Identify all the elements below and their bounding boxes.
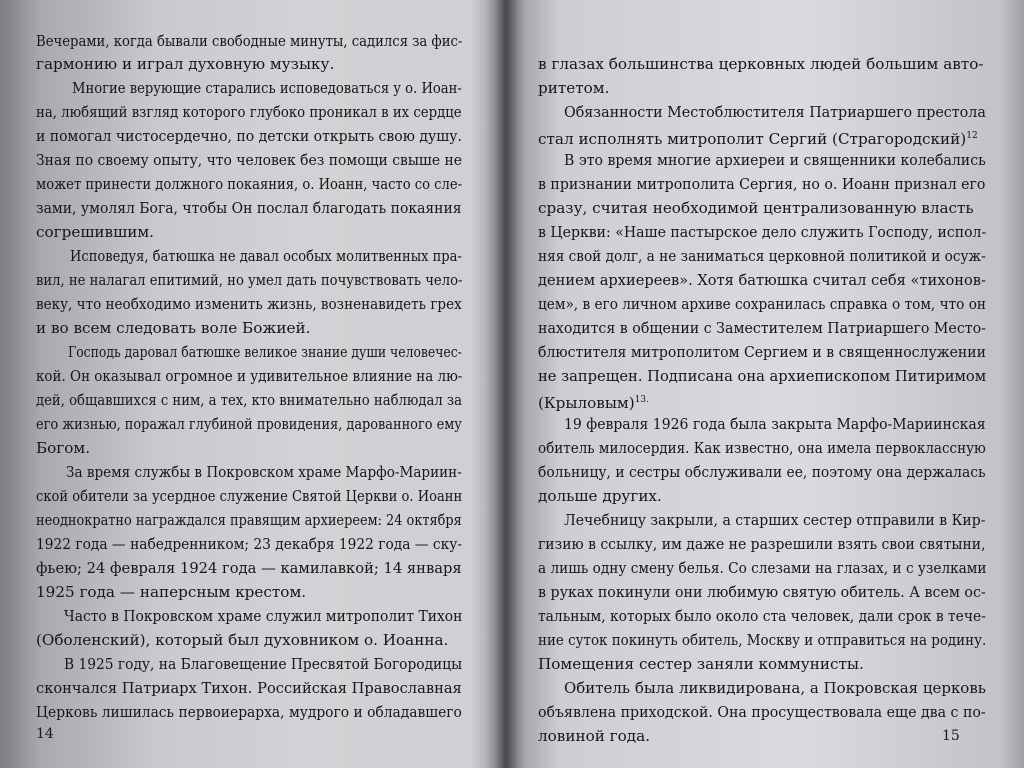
text-line — [36, 174, 462, 196]
line-text: не запрещен. Подписана она архиепископом Питиримом — [538, 367, 987, 385]
text-line — [564, 102, 986, 124]
line-text: Господь даровал батюшке великое знание души человечес- — [68, 343, 462, 361]
text-line — [36, 582, 306, 604]
line-text: Многие верующие старались исповедоваться у о. Иоан- — [72, 79, 462, 97]
line-text: неоднократно награждался правящим архиереем: 24 октября — [36, 511, 462, 529]
text-line — [538, 222, 986, 244]
text-line — [538, 534, 986, 556]
line-text: веку, что необходимо изменить жизнь, возненавидеть грех — [36, 295, 462, 313]
line-text: в руках покинули они любимую святую обитель. А всем ос- — [538, 583, 986, 601]
line-text: кой. Он оказывал огромное и удивительное влияние на лю- — [36, 367, 463, 385]
text-line — [538, 486, 662, 508]
text-line — [36, 534, 462, 556]
line-text: тальным, которых было около ста человек, дали срок в тече- — [538, 607, 986, 625]
text-line — [36, 414, 462, 436]
text-line — [36, 366, 462, 388]
text-line — [538, 318, 986, 340]
text-line — [36, 270, 462, 292]
text-line — [36, 438, 90, 460]
line-text: обитель милосердия. Как известно, она имела первоклассную — [538, 439, 986, 457]
text-line — [72, 78, 462, 100]
text-line — [36, 294, 462, 316]
text-line — [36, 198, 462, 220]
line-text: вил, не налагал епитимий, но умел дать почувствовать чело- — [36, 271, 463, 289]
text-line — [538, 702, 986, 724]
line-text: (Оболенский), который был духовником о. Иоанна. — [36, 631, 449, 649]
page-number-left — [36, 726, 54, 742]
line-text: и помогал чистосердечно, по детски открыть свою душу. — [36, 127, 462, 145]
text-line — [538, 558, 986, 580]
text-line — [538, 582, 986, 604]
text-line — [538, 462, 986, 484]
text-line — [538, 78, 609, 100]
text-line — [538, 126, 978, 148]
text-line — [36, 150, 462, 172]
line-text: гизию в ссылку, им даже не разрешили взять свои святыни, — [538, 535, 986, 553]
line-text: скончался Патриарх Тихон. Российская Православная — [36, 679, 462, 697]
text-line — [36, 31, 463, 53]
line-text: дольше других. — [538, 487, 662, 505]
line-text: дей, общавшихся с ним, а тех, кто внимательно наблюдал за — [36, 391, 462, 409]
line-text: его жизнью, поражал глубиной провидения, дарованного ему — [36, 415, 462, 433]
text-line — [538, 54, 983, 76]
line-text: гармонию и играл духовную музыку. — [36, 55, 335, 73]
text-line — [36, 510, 462, 532]
text-line — [538, 366, 986, 388]
line-text: блюстителя митрополитом Сергием и в священнослужении — [538, 343, 986, 361]
text-line — [36, 558, 462, 580]
text-line — [538, 726, 650, 748]
text-line — [64, 606, 462, 628]
line-text: ние суток покинуть обитель, Москву и отправиться на родину. — [538, 631, 987, 649]
text-line — [538, 606, 986, 628]
text-line — [538, 294, 986, 316]
text-line — [538, 342, 986, 364]
line-text: Часто в Покровском храме служил митрополит Тихон — [64, 607, 463, 625]
page-number-text: 14 — [36, 726, 54, 742]
line-text: больницу, и сестры обслуживали ее, поэтому она держалась — [538, 463, 986, 481]
line-text: зами, умолял Бога, чтобы Он послал благодать покаяния — [36, 199, 462, 217]
line-text: (Крыловым) — [538, 394, 635, 413]
line-text: 1925 года — наперсным крестом. — [36, 583, 307, 601]
line-text: Зная по своему опыту, что человек без помощи свыше не — [36, 151, 463, 169]
text-line — [564, 414, 986, 436]
line-text: 1922 года — набедренником; 23 декабря 1922 года — ску- — [36, 535, 462, 553]
text-line — [538, 654, 864, 676]
text-line — [538, 270, 986, 292]
text-line — [564, 150, 986, 172]
text-line — [538, 630, 986, 652]
text-line — [36, 702, 462, 724]
line-text: согрешившим. — [36, 223, 154, 241]
line-text: а лишь одну смену белья. Со слезами на глазах, и с узелками — [538, 559, 987, 577]
line-text: сразу, считая необходимой централизованную власть — [538, 199, 974, 217]
page-number-text: 15 — [942, 728, 960, 744]
line-text: В 1925 году, на Благовещение Пресвятой Богородицы — [64, 655, 463, 673]
text-line — [64, 654, 462, 676]
line-text: 19 февраля 1926 года была закрыта Марфо-Мариинская — [564, 415, 986, 433]
line-text: на, любящий взгляд которого глубоко проникал в их сердце — [36, 103, 462, 121]
line-text: ской обители за усердное служение Святой Церкви о. Иоанн — [36, 487, 463, 505]
text-line — [36, 630, 448, 652]
line-text: может принести должного покаяния, о. Иоанн, часто со сле- — [36, 175, 463, 193]
text-line — [36, 390, 462, 412]
text-line — [36, 318, 310, 340]
text-line — [70, 246, 462, 268]
line-text: Исповедуя, батюшка не давал особых молитвенных пра- — [70, 247, 462, 265]
line-text: Обязанности Местоблюстителя Патриаршего престола — [564, 103, 986, 121]
text-line — [564, 510, 985, 532]
text-line — [538, 438, 986, 460]
line-text: Богом. — [36, 439, 91, 457]
line-text: в глазах большинства церковных людей большим авто- — [538, 55, 984, 73]
text-line — [538, 390, 649, 412]
line-text: в Церкви: «Наше пастырское дело служить Господу, испол- — [538, 223, 987, 241]
line-text: ловиной года. — [538, 727, 651, 745]
line-text: За время службы в Покровском храме Марфо-Мариин- — [66, 463, 462, 481]
line-text: цем», в его личном архиве сохранилась справка о том, что он — [538, 295, 987, 313]
line-text: дением архиереев». Хотя батюшка считал себя «тихонов- — [538, 271, 986, 289]
line-text: Лечебницу закрыли, а старших сестер отправили в Кир- — [564, 511, 986, 529]
line-text: и во всем следовать воле Божией. — [36, 319, 311, 337]
text-line — [36, 222, 154, 244]
line-text: объявлена приходской. Она просуществовала еще два с по- — [538, 703, 986, 721]
line-text: Обитель была ликвидирована, а Покровская церковь — [564, 679, 986, 697]
line-text: Помещения сестер заняли коммунисты. — [538, 655, 864, 673]
text-line — [36, 486, 462, 508]
text-line — [538, 174, 985, 196]
line-text: в признании митрополита Сергия, но о. Иоанн признал его — [538, 175, 986, 193]
text-line — [538, 198, 974, 220]
text-line — [68, 342, 462, 364]
right-page — [508, 0, 1024, 768]
line-text: ритетом. — [538, 79, 610, 97]
line-text: Вечерами, когда бывали свободные минуты, садился за фис- — [36, 32, 463, 50]
text-line — [36, 102, 462, 124]
text-line — [564, 678, 986, 700]
left-page — [0, 0, 500, 768]
line-text: няя свой долг, а не заниматься церковной политикой и осуж- — [538, 247, 986, 265]
page-number-right — [942, 728, 960, 744]
footnote-marker: 13. — [634, 395, 649, 405]
text-line — [36, 54, 334, 76]
line-text: Церковь лишилась первоиерарха, мудрого и обладавшего — [36, 703, 462, 721]
line-text: находится в общении с Заместителем Патриаршего Место- — [538, 319, 986, 337]
text-line — [66, 462, 462, 484]
line-text: В это время многие архиереи и священники колебались — [564, 151, 986, 169]
footnote-marker: 12 — [966, 131, 978, 141]
line-text: стал исполнять митрополит Сергий (Страгородский) — [538, 130, 967, 149]
text-line — [36, 126, 462, 148]
text-line — [538, 246, 986, 268]
text-line — [36, 678, 462, 700]
line-text: фьею; 24 февраля 1924 года — камилавкой; 14 января — [36, 559, 462, 577]
